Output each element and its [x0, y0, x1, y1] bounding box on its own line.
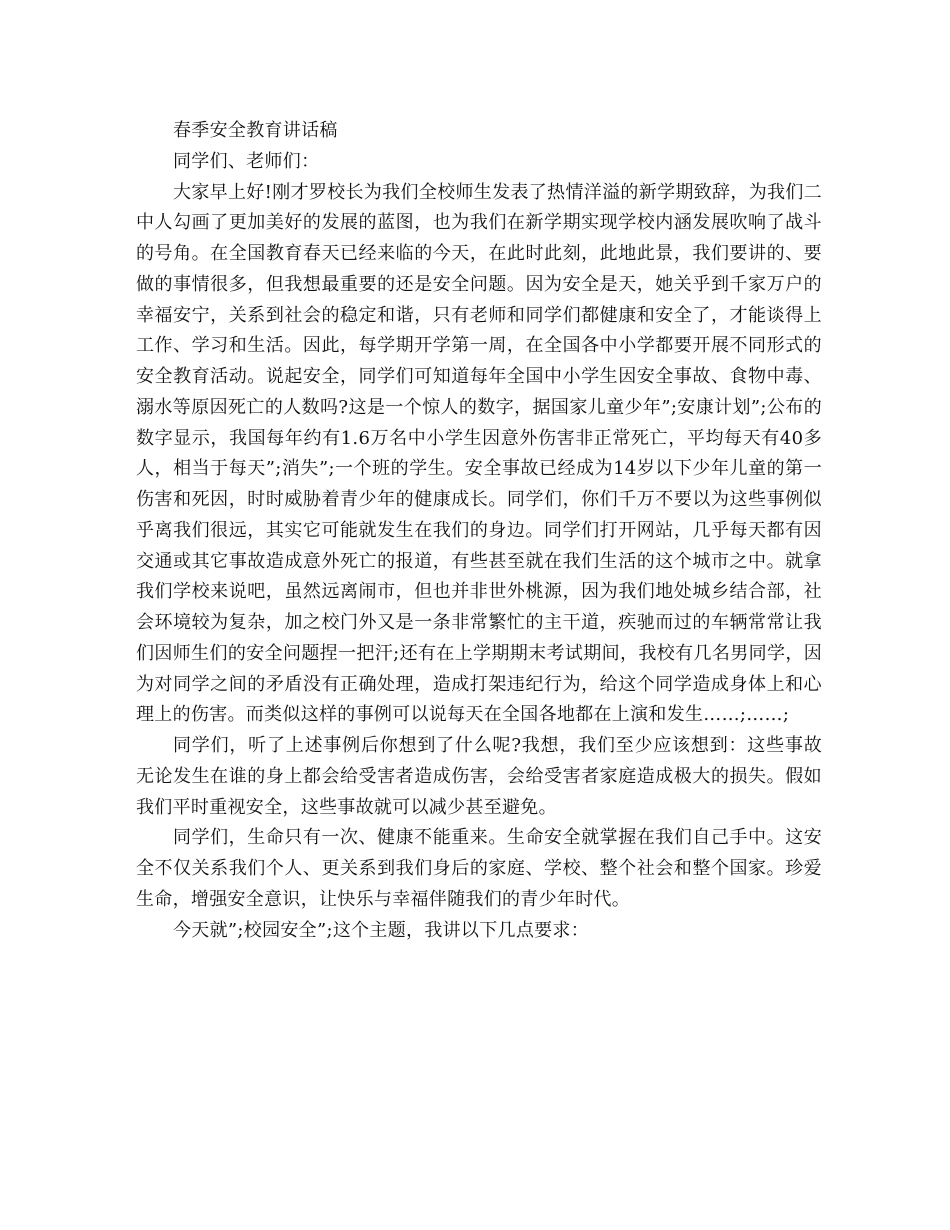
document-body [136, 116, 822, 946]
document-title: 春季安全教育讲话稿 [173, 120, 338, 141]
paragraph-4: 今天就”;校园安全”;这个主题，我讲以下几点要求： [173, 919, 590, 941]
paragraph-2: 同学们，听了上述事例后你想到了什么呢?我想，我们至少应该想到：这些事故无论发生在谁的身上都会给受害者造成伤害，会给受害者家庭造成极大的损失。假如我们平时重视安全，这些事故就可以减少甚至避免。 [136, 735, 822, 818]
salutation: 同学们、老师们： [173, 150, 320, 172]
paragraph-3: 同学们，生命只有一次、健康不能重来。生命安全就掌握在我们自己手中。这安全不仅关系我们个人、更关系到我们身后的家庭、学校、整个社会和整个国家。珍爱生命，增强安全意识，让快乐与幸福伴随我们的青少年时代。 [136, 827, 822, 910]
paragraph-1: 大家早上好!刚才罗校长为我们全校师生发表了热情洋溢的新学期致辞，为我们二中人勾画了更加美好的发展的蓝图，也为我们在新学期实现学校内涵发展吹响了战斗的号角。在全国教育春天已经来临的今天，在此时此刻，此地此景，我们要讲的、要做的事情很多，但我想最重要的还是安全问题。因为安全是天，她关乎到千家万户的幸福安宁，关系到社会的稳定和谐，只有老师和同学们都健康和安全了，才能谈得上工作、学习和生活。因此，每学期开学第一周，在全国各中小学都要开展不同形式的安全教育活动。说起安全，同学们可知道每年全国中小学生因安全事故、食物中毒、溺水等原因死亡的人数吗?这是一个惊人的数字，据国家儿童少年”;安康计划”;公布的数字显示，我国每年约有1.6万名中小学生因意外伤害非正常死亡，平均每天有40多人，相当于每天”;消失”;一个班的学生。安全事故已经成为14岁以下少年儿童的第一伤害和死因，时时威胁着青少年的健康成长。同学们，你们千万不要以为这些事例似乎离我们很远，其实它可能就发生在我们的身边。同学们打开网站，几乎每天都有因交通或其它事故造成意外死亡的报道，有些甚至就在我们生活的这个城市之中。就拿我们学校来说吧，虽然远离闹市，但也并非世外桃源，因为我们地处城乡结合部，社会环境较为复杂，加之校门外又是一条非常繁忙的主干道，疾驰而过的车辆常常让我们因师生们的安全问题捏一把汗;还有在上学期期末考试期间，我校有几名男同学，因为对同学之间的矛盾没有正确处理，造成打架违纪行为，给这个同学造成身体上和心理上的伤害。而类似这样的事例可以说每天在全国各地都在上演和发生……;……; [136, 181, 822, 726]
